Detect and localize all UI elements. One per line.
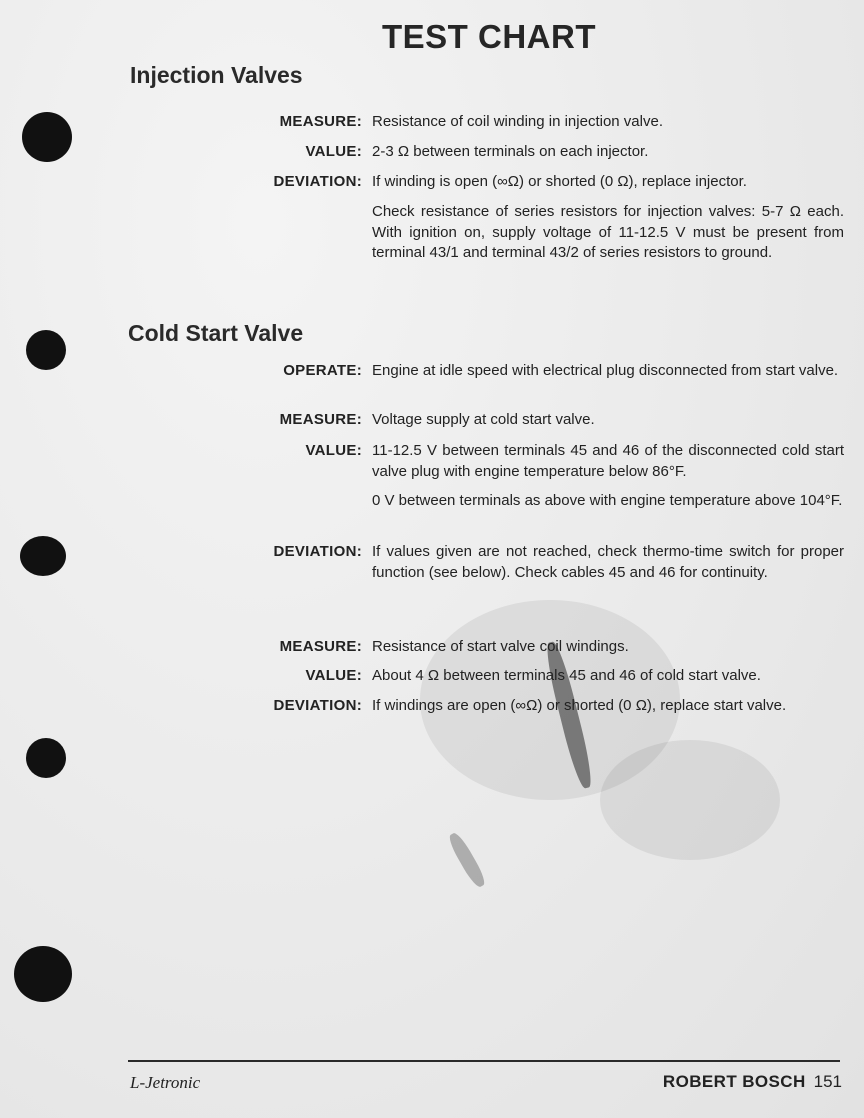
page-number: 151	[813, 1072, 842, 1091]
row-text: About 4 Ω between terminals 45 and 46 of cold start valve.	[372, 667, 761, 684]
row-label: MEASURE:	[279, 411, 362, 428]
row-label: VALUE:	[305, 442, 362, 459]
row-text: 11-12.5 V between terminals 45 and 46 of the disconnected cold start valve plug with engine temperature below 86°F.	[372, 442, 844, 480]
footer-right	[663, 1072, 842, 1092]
row-text: Voltage supply at cold start valve.	[372, 411, 595, 428]
row-label: VALUE:	[305, 667, 362, 684]
row-label: OPERATE:	[283, 362, 362, 379]
binder-hole	[14, 946, 72, 1002]
row-text: If values given are not reached, check thermo-time switch for proper function (see below). Check cables 45 and 46 for continuity.	[372, 543, 844, 581]
stain	[600, 740, 780, 860]
footer-rule	[128, 1060, 840, 1062]
binder-hole	[20, 536, 66, 576]
section-heading-injection-valves: Injection Valves	[130, 62, 303, 88]
row-text: If windings are open (∞Ω) or shorted (0 Ω), replace start valve.	[372, 697, 787, 714]
page-title: TEST CHART	[382, 18, 596, 55]
row-text: Resistance of start valve coil windings.	[372, 638, 629, 655]
row-label: MEASURE:	[279, 113, 362, 130]
row-label: MEASURE:	[279, 638, 362, 655]
row-label: VALUE:	[305, 143, 362, 160]
row-label: DEVIATION:	[273, 173, 362, 190]
section-heading-cold-start-valve: Cold Start Valve	[128, 320, 304, 346]
row-label: DEVIATION:	[273, 697, 362, 714]
footer-product-name: L-Jetronic	[130, 1073, 201, 1092]
row-label: DEVIATION:	[273, 543, 362, 560]
footer-brand: ROBERT BOSCH	[662, 1072, 806, 1091]
binder-hole	[26, 738, 66, 778]
row-text: 0 V between terminals as above with engine temperature above 104°F.	[372, 492, 843, 509]
row-text: Engine at idle speed with electrical plug disconnected from start valve.	[372, 362, 839, 379]
binder-hole	[22, 112, 72, 162]
binder-hole	[26, 330, 66, 370]
row-text: Resistance of coil winding in injection valve.	[372, 113, 663, 130]
row-text: 2-3 Ω between terminals on each injector.	[372, 143, 649, 160]
row-text: Check resistance of series resistors for injection valves: 5-7 Ω each. With ignition on, supply voltage of 11-12.5 V must be present from terminal 43/1 and terminal 43/2 of series resistors to ground.	[372, 203, 844, 261]
row-text: If winding is open (∞Ω) or shorted (0 Ω), replace injector.	[372, 173, 747, 190]
